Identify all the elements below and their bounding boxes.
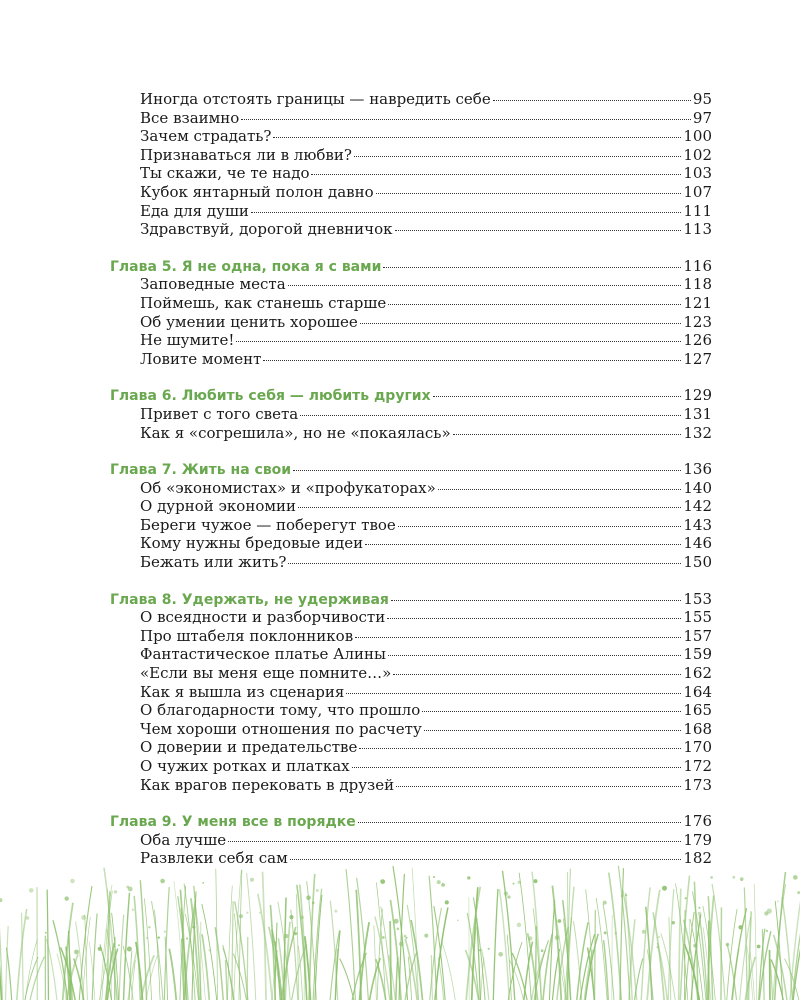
- page-number: 95: [692, 90, 712, 108]
- page-number: 153: [683, 589, 712, 608]
- entry-title: Зачем страдать?: [140, 127, 272, 146]
- entry-title: Привет с того света: [140, 404, 299, 423]
- dot-leader: [298, 503, 681, 508]
- page-number: 100: [683, 127, 712, 146]
- chapter-title: Глава 5. Я не одна, пока я с вами: [110, 258, 382, 275]
- dot-leader: [388, 300, 681, 305]
- entry-title: Чем хороши отношения по расчету: [140, 719, 422, 738]
- page-number: 164: [683, 682, 712, 701]
- grass-seed: [158, 936, 160, 938]
- dot-leader: [383, 263, 681, 268]
- grass-seed: [433, 876, 435, 878]
- grass-blade: [136, 942, 143, 1000]
- entry-title: О всеядности и разборчивости: [140, 608, 386, 627]
- grass-blade: [21, 913, 23, 1000]
- grass-seed: [457, 920, 459, 922]
- grass-blade: [493, 889, 498, 1000]
- page-number: 172: [683, 757, 712, 775]
- grass-seed: [148, 926, 150, 928]
- grass-blade: [754, 884, 757, 1000]
- grass-blade: [375, 916, 390, 1000]
- entry-title: О дурной экономии: [140, 497, 297, 516]
- dot-leader: [422, 707, 681, 712]
- grass-blade: [215, 927, 223, 1000]
- grass-seed: [312, 902, 315, 905]
- toc-entry: [110, 553, 712, 572]
- page-number: 173: [683, 775, 712, 794]
- dot-leader: [396, 782, 681, 787]
- entry-title: Иногда отстоять границы — навредить себе: [140, 90, 491, 108]
- dot-leader: [346, 689, 681, 694]
- grass-seed: [445, 900, 449, 904]
- page-number: 150: [683, 553, 712, 572]
- page-number: 170: [683, 738, 712, 757]
- grass-blade: [232, 901, 233, 1000]
- grass-seed: [164, 931, 166, 933]
- grass-seed: [128, 887, 133, 892]
- grass-seed: [294, 932, 297, 935]
- toc-entry: [110, 720, 712, 739]
- grass-blade: [653, 912, 664, 1000]
- grass-seed: [70, 879, 75, 884]
- grass-seed: [498, 952, 503, 957]
- grass-blade: [727, 909, 737, 1000]
- entry-title: Как врагов перековать в друзей: [140, 775, 395, 794]
- entry-title: Развлеки себя сам: [140, 849, 288, 868]
- grass-blade: [390, 921, 391, 1000]
- page-number: 142: [683, 497, 712, 516]
- page-number: 131: [683, 404, 712, 423]
- dot-leader: [288, 281, 682, 286]
- chapter-heading: [110, 590, 712, 609]
- grass-blade: [6, 926, 9, 1000]
- grass-seed: [517, 923, 522, 928]
- toc-entry: [110, 164, 712, 183]
- toc-entry: [110, 275, 712, 294]
- grass-blade: [377, 909, 382, 1000]
- grass-seed: [146, 937, 148, 939]
- grass-seed: [672, 921, 675, 924]
- grass-seed: [202, 882, 204, 884]
- toc-entry: [110, 701, 712, 720]
- chapter-title: Глава 8. Удержать, не удерживая: [110, 591, 389, 608]
- dot-leader: [311, 170, 681, 175]
- dot-leader: [360, 319, 682, 324]
- page-number: 157: [683, 626, 712, 645]
- grass-seed: [306, 895, 311, 900]
- toc-entry: [110, 90, 712, 109]
- grass-blade: [169, 949, 176, 1000]
- entry-title: Про штабеля поклонников: [140, 626, 354, 645]
- grass-seed: [239, 914, 243, 918]
- chapter-title: Глава 7. Жить на свои: [110, 462, 292, 479]
- section-gap: [110, 442, 712, 460]
- grass-seed: [534, 879, 538, 883]
- grass-blade: [370, 958, 381, 1000]
- entry-title: Оба лучше: [140, 830, 227, 849]
- dot-leader: [293, 466, 681, 471]
- grass-seed: [380, 879, 385, 884]
- page-number: 168: [683, 719, 712, 738]
- dot-leader: [365, 540, 681, 545]
- dot-leader: [300, 411, 681, 416]
- entry-title: Признаваться ли в любви?: [140, 145, 352, 164]
- grass-seed: [316, 889, 319, 892]
- dot-leader: [395, 226, 682, 231]
- grass-seed: [65, 896, 69, 900]
- toc-entry: [110, 534, 712, 553]
- page-number: 146: [683, 534, 712, 553]
- grass-seed: [192, 926, 195, 929]
- page-number: 165: [683, 701, 712, 720]
- dot-leader: [273, 133, 681, 138]
- dot-leader: [352, 763, 682, 768]
- grass-seed: [726, 943, 730, 947]
- page-number: 136: [683, 460, 712, 479]
- entry-title: «Если вы меня еще помните…»: [140, 664, 392, 683]
- grass-blade: [92, 913, 97, 1000]
- toc-entry: [110, 294, 712, 313]
- entry-title: Все взаимно: [140, 108, 240, 127]
- page-number: 123: [683, 312, 712, 331]
- grass-seed: [614, 932, 617, 935]
- toc-entry: [110, 516, 712, 535]
- grass-seed: [118, 944, 120, 946]
- toc-entry: [110, 757, 712, 776]
- entry-title: Кубок янтарный полон давно: [140, 182, 374, 201]
- grass-seed: [698, 912, 702, 916]
- dot-leader: [288, 559, 681, 564]
- section-gap: [110, 239, 712, 257]
- entry-title: Поймешь, как станешь старше: [140, 293, 387, 312]
- grass-seed: [132, 909, 134, 911]
- grass-seed: [541, 949, 544, 952]
- toc-entry: [110, 776, 712, 795]
- grass-seed: [693, 944, 697, 948]
- grass-seed: [29, 888, 34, 893]
- dot-leader: [358, 818, 682, 823]
- grass-seed: [424, 934, 428, 938]
- toc-entry: [110, 479, 712, 498]
- page-number: 182: [683, 849, 712, 868]
- grass-seed: [528, 936, 532, 940]
- grass-seed: [479, 949, 481, 951]
- grass-seed: [98, 947, 102, 951]
- grass-seed: [284, 934, 288, 938]
- page-number: 159: [683, 645, 712, 664]
- grass-blade: [247, 873, 256, 1000]
- grass-blade: [429, 876, 437, 1000]
- grass-seed: [662, 886, 667, 891]
- page-number: 107: [683, 182, 712, 201]
- grass-seed: [777, 900, 779, 902]
- toc-entry: [110, 683, 712, 702]
- grass-seed: [555, 935, 560, 940]
- grass-blade: [226, 960, 227, 1000]
- grass-seed: [382, 936, 385, 939]
- toc-entry: [110, 497, 712, 516]
- dot-leader: [493, 96, 691, 101]
- grass-blade: [340, 959, 354, 1000]
- grass-seed: [766, 930, 768, 932]
- grass-seed: [127, 947, 132, 952]
- chapter-heading: [110, 460, 712, 479]
- dot-leader: [388, 651, 681, 656]
- grass-seed: [558, 919, 562, 923]
- dot-leader: [236, 337, 681, 342]
- chapter-heading: [110, 812, 712, 831]
- grass-seed: [757, 945, 761, 949]
- section-gap: [110, 794, 712, 812]
- grass-seed: [603, 901, 607, 905]
- dot-leader: [398, 522, 682, 527]
- grass-seed: [518, 881, 521, 884]
- toc-entry: [110, 331, 712, 350]
- toc-entry: [110, 831, 712, 850]
- grass-seed: [732, 876, 735, 879]
- grass-decoration: [0, 860, 800, 1000]
- grass-seed: [114, 890, 117, 893]
- grass-blade: [330, 930, 340, 1000]
- grass-seed: [397, 928, 400, 931]
- page-number: 155: [683, 608, 712, 627]
- grass-seed: [26, 916, 30, 920]
- grass-seed: [259, 912, 261, 914]
- grass-seed: [657, 946, 659, 948]
- section-gap: [110, 368, 712, 386]
- entry-title: Здравствуй, дорогой дневничок: [140, 220, 393, 239]
- grass-seed: [504, 891, 508, 895]
- grass-seed: [186, 937, 188, 939]
- toc-entry: [110, 627, 712, 646]
- dot-leader: [355, 633, 681, 638]
- entry-title: Ловите момент: [140, 349, 262, 368]
- page-number: 129: [683, 386, 712, 405]
- page-number: 121: [683, 293, 712, 312]
- dot-leader: [251, 208, 681, 213]
- entry-title: О доверии и предательстве: [140, 738, 358, 757]
- table-of-contents: [110, 90, 712, 868]
- page-number: 140: [683, 478, 712, 497]
- grass-blade: [595, 910, 596, 1000]
- grass-seed: [399, 942, 404, 947]
- grass-seed: [441, 883, 445, 887]
- grass-seed: [437, 880, 441, 884]
- entry-title: Береги чужое — поберегут твое: [140, 515, 396, 534]
- entry-title: О благодарности тому, что прошло: [140, 701, 421, 720]
- dot-leader: [359, 744, 681, 749]
- grass-seed: [658, 936, 660, 938]
- page-number: 103: [683, 164, 712, 183]
- dot-leader: [438, 485, 682, 490]
- grass-seed: [394, 919, 399, 924]
- grass-seed: [467, 876, 470, 879]
- dot-leader: [433, 392, 682, 397]
- grass-seed: [625, 894, 627, 896]
- page-number: 132: [683, 423, 712, 442]
- grass-seed: [738, 925, 742, 929]
- grass-seed: [74, 950, 79, 955]
- grass-seed: [45, 932, 47, 934]
- toc-entry: [110, 424, 712, 443]
- chapter-heading: [110, 386, 712, 405]
- entry-title: Фантастическое платье Алины: [140, 645, 386, 664]
- page-number: 127: [683, 349, 712, 368]
- toc-entry: [110, 183, 712, 202]
- grass-seed: [621, 895, 623, 897]
- entry-title: Еда для души: [140, 201, 249, 220]
- page-number: 111: [683, 201, 712, 220]
- grass-blade: [596, 898, 607, 1000]
- grass-seed: [698, 907, 700, 909]
- toc-entry: [110, 202, 712, 221]
- toc-entry: [110, 146, 712, 165]
- dot-leader: [241, 115, 691, 120]
- dot-leader: [354, 152, 681, 157]
- section-gap: [110, 572, 712, 590]
- page-number: 143: [683, 515, 712, 534]
- grass-seed: [488, 948, 490, 950]
- grass-seed: [642, 930, 646, 934]
- dot-leader: [393, 670, 681, 675]
- grass-seed: [507, 895, 510, 898]
- grass-blade: [124, 893, 130, 1000]
- entry-title: Бежать или жить?: [140, 553, 287, 572]
- grass-blade: [6, 948, 11, 1000]
- grass-seed: [685, 897, 687, 899]
- grass-blade: [152, 901, 163, 1000]
- grass-blade: [536, 926, 537, 1000]
- entry-title: Об «экономистах» и «профукаторах»: [140, 478, 436, 497]
- entry-title: Как я «согрешила», но не «покаялась»: [140, 423, 451, 442]
- grass-seed: [160, 879, 165, 884]
- grass-blade: [119, 915, 124, 1000]
- dot-leader: [263, 356, 681, 361]
- grass-seed: [289, 915, 293, 919]
- grass-seed: [604, 931, 607, 934]
- page-number: 162: [683, 664, 712, 683]
- grass-seed: [513, 883, 515, 885]
- entry-title: Ты скажи, че те надо: [140, 164, 310, 183]
- grass-blade: [609, 873, 621, 1000]
- grass-seed: [300, 916, 304, 920]
- grass-seed: [81, 915, 86, 920]
- grass-seed: [740, 877, 744, 881]
- dot-leader: [391, 596, 681, 601]
- page-number: 126: [683, 331, 712, 350]
- grass-blade: [313, 889, 321, 1000]
- page-number: 118: [683, 275, 712, 294]
- entry-title: Заповедные места: [140, 275, 286, 294]
- grass-seed: [250, 878, 254, 882]
- entry-title: Не шумите!: [140, 331, 235, 350]
- chapter-heading: [110, 257, 712, 276]
- entry-title: Кому нужны бредовые идеи: [140, 534, 364, 553]
- entry-title: Об умении ценить хорошее: [140, 312, 358, 331]
- grass-blade: [374, 925, 376, 1000]
- toc-entry: [110, 109, 712, 128]
- toc-entry: [110, 127, 712, 146]
- toc-entry: [110, 220, 712, 239]
- grass-seed: [334, 910, 337, 913]
- toc-entry: [110, 738, 712, 757]
- dot-leader: [453, 430, 682, 435]
- grass-seed: [0, 898, 2, 902]
- toc-entry: [110, 645, 712, 664]
- toc-entry: [110, 405, 712, 424]
- dot-leader: [376, 189, 682, 194]
- grass-blade: [202, 934, 209, 1000]
- dot-leader: [228, 837, 681, 842]
- toc-entry: [110, 350, 712, 369]
- grass-seed: [246, 912, 248, 914]
- grass-blade: [744, 887, 747, 1000]
- toc-entry: [110, 664, 712, 683]
- grass-seed: [764, 911, 768, 915]
- grass-seed: [793, 875, 798, 880]
- grass-seed: [209, 949, 211, 951]
- page-number: 102: [683, 145, 712, 164]
- chapter-title: Глава 6. Любить себя — любить других: [110, 388, 431, 405]
- page-number: 179: [683, 830, 712, 849]
- page-number: 113: [683, 220, 712, 239]
- grass-seed: [710, 876, 713, 879]
- toc-entry: [110, 608, 712, 627]
- grass-blade: [519, 873, 531, 1000]
- grass-blade: [775, 901, 783, 1000]
- chapter-title: Глава 9. У меня все в порядке: [110, 814, 356, 831]
- page-number: 116: [683, 256, 712, 275]
- grass-seed: [404, 935, 407, 938]
- page-number: 176: [683, 812, 712, 831]
- grass-blade: [346, 869, 355, 1000]
- entry-title: Как я вышла из сценария: [140, 682, 345, 701]
- dot-leader: [387, 614, 681, 619]
- dot-leader: [424, 726, 682, 731]
- toc-entry: [110, 313, 712, 332]
- entry-title: О чужих ротках и платках: [140, 757, 350, 775]
- page-number: 97: [692, 108, 712, 127]
